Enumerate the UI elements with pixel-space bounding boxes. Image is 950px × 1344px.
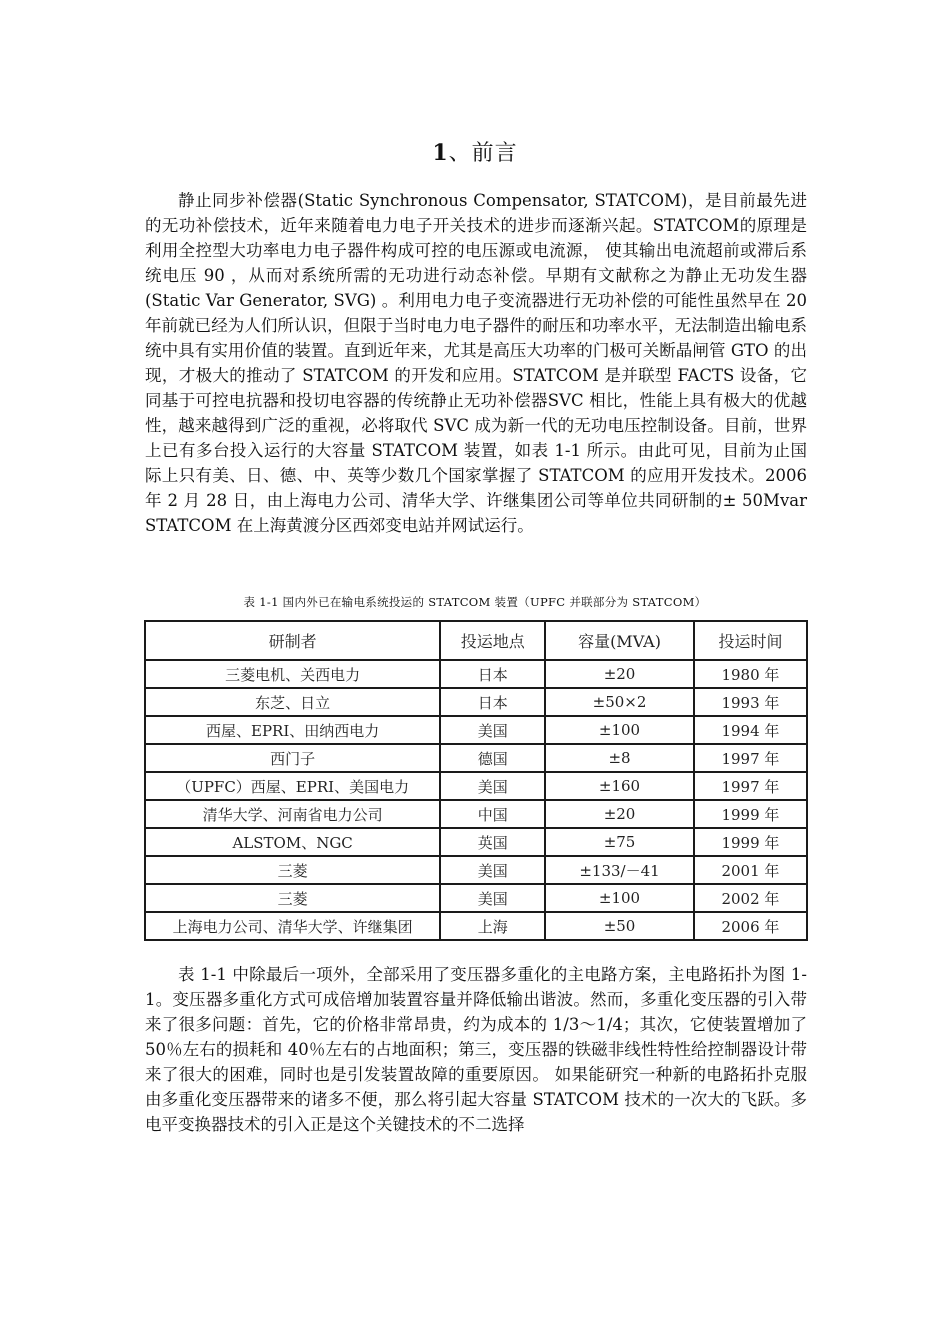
cell-location: 美国 [440, 772, 545, 800]
cell-developer: 西门子 [145, 744, 440, 772]
cell-year: 1999 年 [694, 828, 807, 856]
cell-developer: 上海电力公司、清华大学、许继集团 [145, 912, 440, 940]
cell-capacity: ±160 [545, 772, 694, 800]
cell-developer: ALSTOM、NGC [145, 828, 440, 856]
header-year: 投运时间 [694, 621, 807, 660]
header-location: 投运地点 [440, 621, 545, 660]
cell-location: 日本 [440, 688, 545, 716]
cell-developer: 清华大学、河南省电力公司 [145, 800, 440, 828]
cell-capacity: ±100 [545, 884, 694, 912]
cell-location: 上海 [440, 912, 545, 940]
cell-capacity: ±100 [545, 716, 694, 744]
section-title: 、前言 [448, 141, 518, 166]
table-row [145, 912, 807, 940]
cell-year: 2006 年 [694, 912, 807, 940]
cell-developer: 三菱 [145, 884, 440, 912]
statcom-table [144, 620, 808, 941]
section-heading [0, 136, 950, 167]
cell-capacity: ±20 [545, 800, 694, 828]
cell-capacity: ±20 [545, 660, 694, 688]
cell-location: 英国 [440, 828, 545, 856]
cell-location: 德国 [440, 744, 545, 772]
table-row [145, 688, 807, 716]
cell-year: 1999 年 [694, 800, 807, 828]
cell-location: 日本 [440, 660, 545, 688]
cell-year: 1980 年 [694, 660, 807, 688]
cell-capacity: ±8 [545, 744, 694, 772]
table-caption: 表 1-1 国内外已在输电系统投运的 STATCOM 装置（UPFC 并联部分为 STATCOM） [243, 595, 707, 609]
cell-developer: 东芝、日立 [145, 688, 440, 716]
cell-location: 美国 [440, 856, 545, 884]
table-row [145, 828, 807, 856]
cell-developer: （UPFC）西屋、EPRI、美国电力 [145, 772, 440, 800]
cell-year: 1997 年 [694, 772, 807, 800]
analysis-paragraph: 表 1-1 中除最后一项外，全部采用了变压器多重化的主电路方案，主电路拓扑为图 1-1。变压器多重化方式可成倍增加装置容量并降低输出谐波。然而，多重化变压器的引入带来了很多问题：首先，它的价格非常昂贵，约为成本的 1/3～1/4；其次，它使装置增加了 50％左右的损耗和 40％左右的占地面积；第三，变压器的铁磁非线性特性给控制器设计带来了很大的困难，同时也是引发装置故障的重要原因。 如果能研究一种新的电路拓扑克服由多重化变压器带来的诸多不便，那么将引起大容量 STATCOM 技术的一次大的飞跃。多电平变换器技术的引入正是这个关键技术的不二选择 [145, 965, 807, 1134]
section-number: 1 [432, 140, 449, 166]
cell-capacity: ±50×2 [545, 688, 694, 716]
cell-developer: 三菱电机、关西电力 [145, 660, 440, 688]
cell-capacity: ±75 [545, 828, 694, 856]
table-row [145, 660, 807, 688]
cell-developer: 西屋、EPRI、田纳西电力 [145, 716, 440, 744]
table-row [145, 716, 807, 744]
cell-location: 美国 [440, 716, 545, 744]
header-capacity: 容量(MVA) [545, 621, 694, 660]
cell-capacity: ±50 [545, 912, 694, 940]
cell-year: 1993 年 [694, 688, 807, 716]
table-row [145, 800, 807, 828]
cell-developer: 三菱 [145, 856, 440, 884]
table-row [145, 772, 807, 800]
cell-location: 美国 [440, 884, 545, 912]
table-header-row [145, 621, 807, 660]
cell-location: 中国 [440, 800, 545, 828]
cell-year: 1997 年 [694, 744, 807, 772]
header-developer: 研制者 [145, 621, 440, 660]
intro-paragraph: 静止同步补偿器(Static Synchronous Compensator, STATCOM)，是目前最先进的无功补偿技术，近年来随着电力电子开关技术的进步而逐渐兴起。STATCOM的原理是利用全控型大功率电力电子器件构成可控的电压源或电流源， 使其输出电流超前或滞后系统电压 90 ，从而对系统所需的无功进行动态补偿。早期有文献称之为静止无功发生器(Static Var Generator, SVG) 。利用电力电子变流器进行无功补偿的可能性虽然早在 20 年前就已经为人们所认识，但限于当时电力电子器件的耐压和功率水平，无法制造出输电系统中具有实用价值的装置。直到近年来，尤其是高压大功率的门极可关断晶闸管 GTO 的出现，才极大的推动了 STATCOM 的开发和应用。STATCOM 是并联型 FACTS 设备，它同基于可控电抗器和投切电容器的传统静止无功补偿器SVC 相比，性能上具有极大的优越性，越来越得到广泛的重视，必将取代 SVC 成为新一代的无功电压控制设备。目前，世界上已有多台投入运行的大容量 STATCOM 装置，如表 1-1 所示。由此可见，目前为止国际上只有美、日、德、中、英等少数几个国家掌握了 STATCOM 的应用开发技术。2006 年 2 月 28 日，由上海电力公司、清华大学、许继集团公司等单位共同研制的± 50Mvar STATCOM 在上海黄渡分区西郊变电站并网试运行。 [145, 191, 807, 535]
cell-capacity: ±133/－41 [545, 856, 694, 884]
cell-year: 1994 年 [694, 716, 807, 744]
table-row [145, 856, 807, 884]
table-row [145, 884, 807, 912]
cell-year: 2002 年 [694, 884, 807, 912]
table-row [145, 744, 807, 772]
cell-year: 2001 年 [694, 856, 807, 884]
